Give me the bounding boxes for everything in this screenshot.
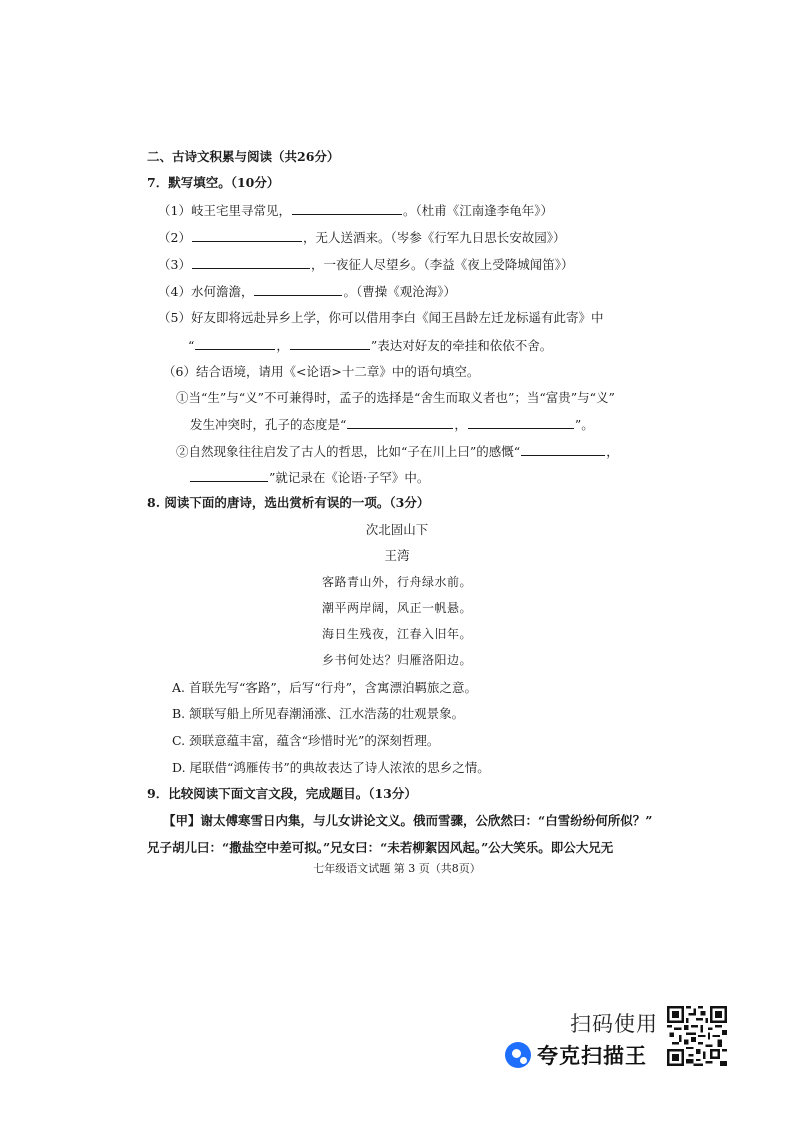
poem-line-4: 乡书何处达？归雁洛阳边。 <box>321 653 472 667</box>
answer-blank[interactable] <box>292 202 402 215</box>
q9-text-line-1: 【甲】谢太傅寒雪日内集，与儿女讲论文义。俄而雪骤，公欣然曰：“白雪纷纷何所似？” <box>163 813 653 828</box>
poem-line-3: 海日生残夜，江春入旧年。 <box>321 627 472 641</box>
q7-item-5-line1: （5）好友即将远赴异乡上学，你可以借用李白《闻王昌龄左迁龙标遥有此寄》中 <box>158 310 604 325</box>
q7-item-4 <box>158 283 456 300</box>
q7-item-5-line2 <box>188 337 552 354</box>
q8-option-d: D. 尾联借“鸿雁传书”的典故表达了诗人浓浓的思乡之情。 <box>172 760 490 775</box>
answer-blank[interactable] <box>521 443 605 456</box>
q7-item-6-sub1-line1: ①当“生”与“义”不可兼得时，孟子的选择是“舍生而取义者也”；当“富贵”与“义” <box>176 390 615 405</box>
poem-line-1: 客路青山外，行舟绿水前。 <box>321 575 472 589</box>
q7-item-1-prefix: （1）岐王宅里寻常见， <box>158 203 291 218</box>
q7-item-5-suffix: ”表达对好友的牵挂和依依不舍。 <box>370 338 553 353</box>
q7-item-6-line1: （6）结合语境，请用《<论语>十二章》中的语句填空。 <box>163 364 480 379</box>
q7-item-1-suffix: 。（杜甫《江南逢李龟年》） <box>402 203 553 218</box>
answer-blank[interactable] <box>192 256 310 269</box>
q7-item-6-sub2-line2 <box>189 469 429 486</box>
sub2-prefix: ②自然现象往往启发了古人的哲思，比如“子在川上曰”的感慨“ <box>176 444 521 459</box>
q7-item-3 <box>158 256 573 273</box>
comma: ， <box>454 417 467 432</box>
q9-title: 9．比较阅读下面文言文段，完成题目。（13分） <box>147 786 417 801</box>
q7-title: 7．默写填空。（10分） <box>147 175 280 190</box>
q7-item-4-suffix: 。（曹操《观沧海》） <box>343 284 456 299</box>
scan-to-use-label: 扫码使用 <box>570 1012 658 1036</box>
answer-blank[interactable] <box>192 229 302 242</box>
qr-code-icon[interactable] <box>667 1006 727 1066</box>
poem-title: 次北固山下 <box>365 522 429 537</box>
sub1-end: ”。 <box>574 417 594 432</box>
comma: ， <box>606 444 619 459</box>
answer-blank[interactable] <box>290 337 370 350</box>
q7-item-2-suffix: ，无人送酒来。（岑参《行军九日思长安故园》） <box>302 230 566 245</box>
answer-blank[interactable] <box>468 416 574 429</box>
q9-text-line-2: 兄子胡儿曰：“撒盐空中差可拟。”兄女曰：“未若柳絮因风起。”公大笑乐。即公大兄无 <box>147 840 614 855</box>
q8-option-c: C. 颈联意蕴丰富，蕴含“珍惜时光”的深刻哲理。 <box>172 733 440 748</box>
quark-logo-icon <box>505 1042 531 1068</box>
poem-line-2: 潮平两岸阔，风正一帆悬。 <box>321 601 472 615</box>
section-heading: 二、古诗文积累与阅读（共26分） <box>147 149 340 164</box>
q8-option-a: A. 首联先写“客路”，后写“行舟”，含寓漂泊羁旅之意。 <box>172 680 478 695</box>
q7-item-6-sub2-line1 <box>176 443 619 460</box>
sub2-suffix: ”就记录在《论语·子罕》中。 <box>269 470 430 485</box>
q7-item-2 <box>158 229 565 246</box>
page-footer: 七年级语文试题 第 3 页（共8页） <box>313 862 481 875</box>
brand-watermark <box>505 1040 647 1070</box>
answer-blank[interactable] <box>347 416 453 429</box>
poem-author: 王湾 <box>384 548 410 563</box>
brand-name: 夸克扫描王 <box>537 1044 647 1068</box>
q7-item-3-prefix: （3） <box>158 257 191 272</box>
q7-item-4-prefix: （4）水何澹澹， <box>158 284 254 299</box>
comma: ， <box>276 338 289 353</box>
q7-item-6-sub1-line2 <box>190 416 594 433</box>
open-quote: “ <box>188 338 195 353</box>
q7-item-3-suffix: ，一夜征人尽望乡。（李益《夜上受降城闻笛》） <box>310 257 574 272</box>
q7-item-2-prefix: （2） <box>158 230 191 245</box>
answer-blank[interactable] <box>254 283 342 296</box>
sub1-prefix: 发生冲突时，孔子的态度是“ <box>190 417 347 432</box>
q8-option-b: B. 颔联写船上所见春潮涌涨、江水浩荡的壮观景象。 <box>172 706 465 721</box>
q8-title: 8. 阅读下面的唐诗，选出赏析有误的一项。（3分） <box>147 495 430 510</box>
answer-blank[interactable] <box>195 337 275 350</box>
q7-item-1 <box>158 202 553 219</box>
answer-blank[interactable] <box>190 469 268 482</box>
